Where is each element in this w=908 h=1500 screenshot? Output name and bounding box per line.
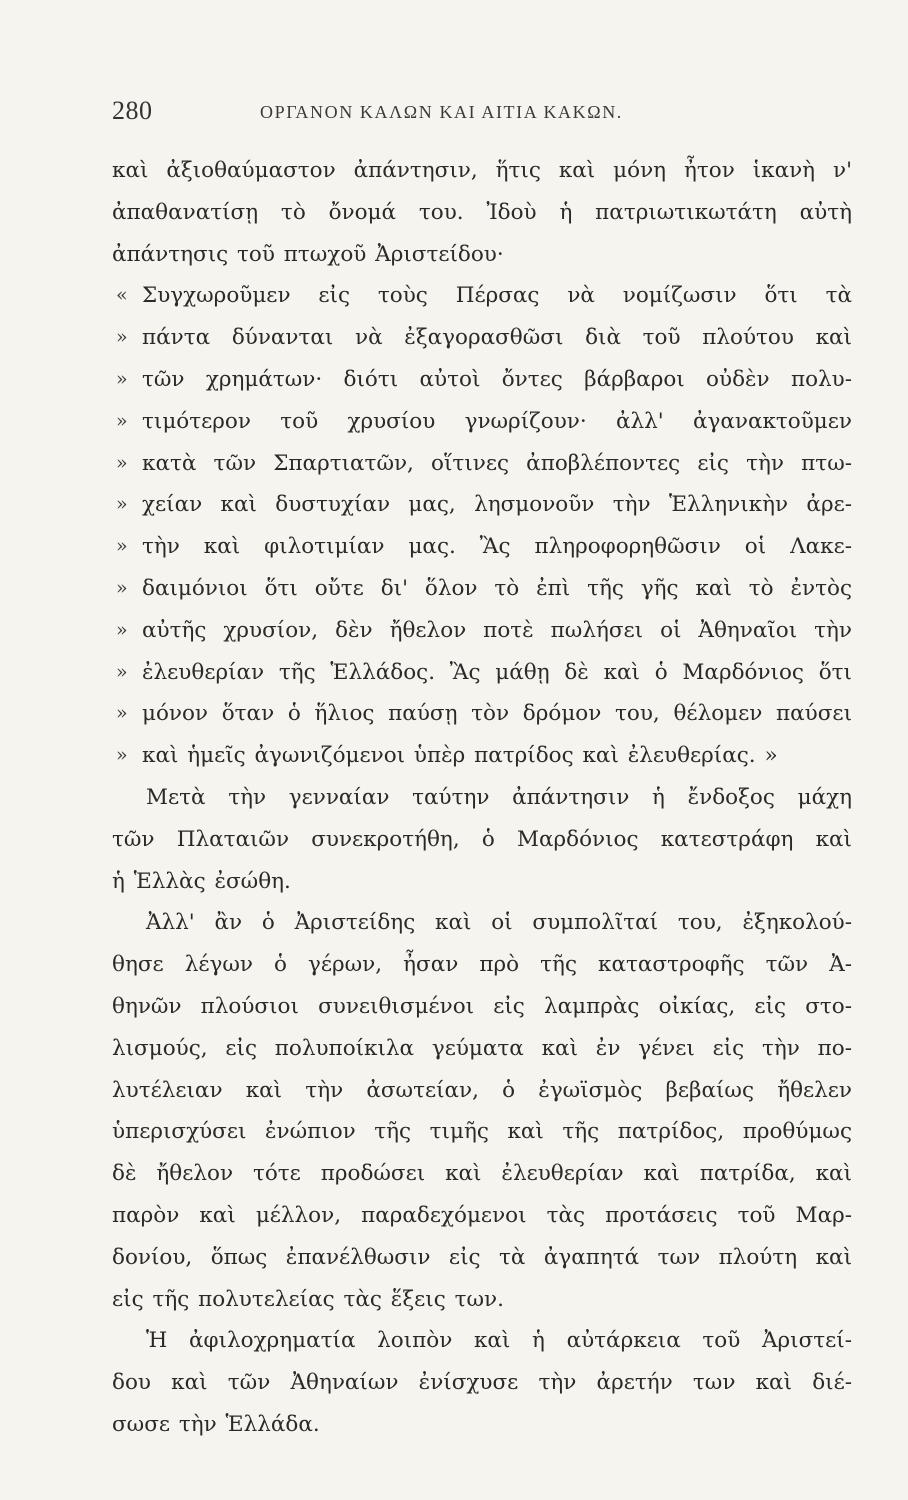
- quote-line: « Συγχωροῦμεν εἰς τοὺς Πέρσας νὰ νομίζωσιν ὅτι τὰ: [112, 275, 852, 317]
- quote-line: » πάντα δύνανται νὰ ἐξαγορασθῶσι διὰ τοῦ πλούτου καὶ: [112, 317, 852, 359]
- text-line: Μετὰ τὴν γενναίαν ταύτην ἀπάντησιν ἡ ἔνδοξος μάχη: [146, 784, 852, 810]
- page-number: 280: [112, 96, 153, 125]
- quote-mark: »: [116, 326, 128, 349]
- quote-mark: »: [116, 702, 128, 725]
- quote-mark: »: [116, 618, 128, 641]
- quote-mark: »: [116, 367, 128, 390]
- quote-mark: »: [116, 493, 128, 516]
- quote-line: » τὴν καὶ φιλοτιμίαν μας. Ἂς πληροφορηθῶσιν οἱ Λακε-: [112, 526, 852, 568]
- text-line: δονίου, ὅπως ἐπανέλθωσιν εἰς τὰ ἀγαπητά των πλούτη καὶ: [112, 1244, 852, 1270]
- quote-line: » καὶ ἡμεῖς ἀγωνιζόμενοι ὑπὲρ πατρίδος καὶ ἐλευθερίας. »: [112, 735, 852, 777]
- text-line: δου καὶ τῶν Ἀθηναίων ἐνίσχυσε τὴν ἀρετήν των καὶ διέ-: [112, 1370, 852, 1396]
- text-line: λυτέλειαν καὶ τὴν ἀσωτείαν, ὁ ἐγωϊσμὸς βεβαίως ἤθελεν: [112, 1077, 852, 1103]
- quote-mark: »: [116, 744, 128, 767]
- text-line: εἰς τῆς πολυτελείας τὰς ἕξεις των.: [112, 1286, 504, 1312]
- text-line: δὲ ἤθελον τότε προδώσει καὶ ἐλευθερίαν καὶ πατρίδα, καὶ: [112, 1161, 852, 1187]
- text-line: καὶ ἀξιοθαύμαστον ἀπάντησιν, ἥτις καὶ μόνη ἦτον ἱκανὴ ν': [112, 158, 852, 183]
- text-line: θηνῶν πλούσιοι συνειθισμένοι εἰς λαμπρὰς οἰκίας, εἰς στο-: [112, 993, 852, 1019]
- quote-line: » μόνον ὅταν ὁ ἥλιος παύσῃ τὸν δρόμον του, θέλομεν παύσει: [112, 693, 852, 735]
- quote-line: » τῶν χρημάτων· διότι αὐτοὶ ὄντες βάρβαροι οὐδὲν πολυ-: [112, 359, 852, 401]
- text-line: Ἀλλ' ἂν ὁ Ἀριστείδης καὶ οἱ συμπολῖταί του, ἐξηκολού-: [146, 910, 852, 936]
- text-line: Ἡ ἀφιλοχρηματία λοιπὸν καὶ ἡ αὐτάρκεια τοῦ Ἀριστεί-: [146, 1328, 852, 1354]
- text-line: ἀπάντησις τοῦ πτωχοῦ Ἀριστείδου·: [112, 241, 504, 267]
- quote-mark: »: [116, 451, 128, 474]
- quote-line: » αὐτῆς χρυσίον, δὲν ἤθελον ποτὲ πωλήσει οἱ Ἀθηναῖοι τὴν: [112, 610, 852, 652]
- text-line: ἀπαθανατίσῃ τὸ ὄνομά του. Ἰδοὺ ἡ πατριωτικωτάτη αὐτὴ: [112, 199, 852, 225]
- body-text: [112, 150, 852, 1446]
- quote-mark: »: [116, 409, 128, 432]
- quote-mark: «: [116, 284, 128, 307]
- quote-mark: »: [116, 660, 128, 683]
- running-title: ΟΡΓΑΝΟΝ ΚΑΛΩΝ ΚΑΙ ΑΙΤΙΑ ΚΑΚΩΝ.: [260, 102, 623, 122]
- running-head: [112, 96, 852, 136]
- quote-line: » ἐλευθερίαν τῆς Ἑλλάδος. Ἂς μάθῃ δὲ καὶ ὁ Μαρδόνιος ὅτι: [112, 652, 852, 694]
- quote-mark: »: [116, 576, 128, 599]
- text-line: λισμούς, εἰς πολυποίκιλα γεύματα καὶ ἐν γένει εἰς τὴν πο-: [112, 1035, 852, 1061]
- quote-line: » δαιμόνιοι ὅτι οὔτε δι' ὅλον τὸ ἐπὶ τῆς γῆς καὶ τὸ ἐντὸς: [112, 568, 852, 610]
- quote-line: » χείαν καὶ δυστυχίαν μας, λησμονοῦν τὴν Ἑλληνικὴν ἀρε-: [112, 484, 852, 526]
- quote-mark: »: [116, 535, 128, 558]
- text-line: σωσε τὴν Ἑλλάδα.: [112, 1411, 320, 1437]
- quote-line: » τιμότερον τοῦ χρυσίου γνωρίζουν· ἀλλ' ἀγανακτοῦμεν: [112, 401, 852, 443]
- quote-line: » κατὰ τῶν Σπαρτιατῶν, οἵτινες ἀποβλέποντες εἰς τὴν πτω-: [112, 443, 852, 485]
- text-line: θησε λέγων ὁ γέρων, ἦσαν πρὸ τῆς καταστροφῆς τῶν Ἀ-: [112, 952, 852, 978]
- text-line: ὑπερισχύσει ἐνώπιον τῆς τιμῆς καὶ τῆς πατρίδος, προθύμως: [112, 1119, 852, 1145]
- text-line: ἡ Ἑλλὰς ἐσώθη.: [112, 868, 291, 894]
- text-line: παρὸν καὶ μέλλον, παραδεχόμενοι τὰς προτάσεις τοῦ Μαρ-: [112, 1202, 852, 1228]
- text-line: τῶν Πλαταιῶν συνεκροτήθη, ὁ Μαρδόνιος κατεστράφη καὶ: [112, 826, 852, 852]
